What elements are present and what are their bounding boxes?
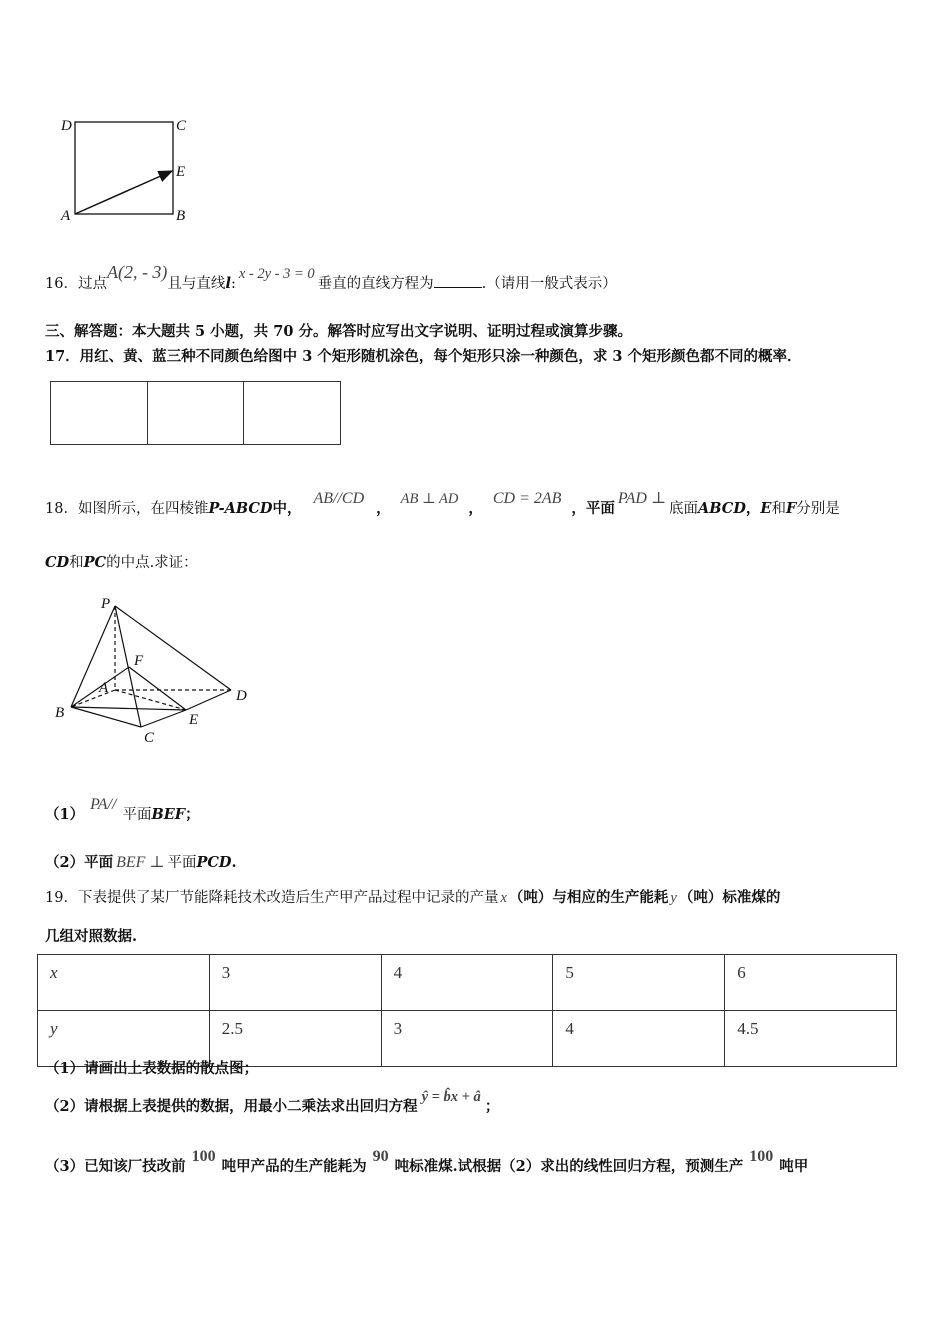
q19-part-1: （1）请画出上表数据的散点图； [45,1060,259,1077]
q18-pc: PC [83,554,107,571]
label-e: E [176,164,186,180]
q19-part3-a: （3）已知该厂技改前 [45,1158,186,1175]
q18-part-1 [45,790,200,840]
label-p: P [101,596,111,612]
square-outline [75,122,173,214]
q19-var-y: y [670,890,677,906]
edge-bc [71,707,141,727]
q18-base: ABCD [698,500,746,517]
q18-e: E [760,500,772,517]
label-c: C [176,118,187,134]
q18-line2-and: 和 [69,555,84,571]
section-3-heading: 三、解答题：本大题共 5 小题，共 70 分。解答时应写出文字说明、证明过程或演算步骤。 [45,323,632,340]
q19-part-2 [45,1085,499,1129]
label-d: D [61,118,72,134]
q18-cond-plane: PAD ⊥ [617,490,666,507]
q16-num: 16．过点 [45,276,107,292]
q18-part2-num: （2）平面 [45,854,114,871]
table-cell: 5 [553,955,725,1011]
rectangle-3 [244,382,340,444]
q19-var-x: x [500,890,507,906]
q18-sep3: ，平面 [571,500,615,517]
square-figure [55,110,205,230]
q18-sep2: ， [468,500,483,517]
label-f: F [134,653,144,669]
q19-line1-c: （吨）标准煤的 [678,889,781,906]
q18-part1-num: （1） [45,806,85,823]
data-table [37,954,897,1067]
table-cell: 2.5 [209,1011,381,1067]
question-19-line-2: 几组对照数据. [45,928,138,945]
q19-num-100-b: 100 [749,1148,774,1165]
q19-part3-b: 吨甲产品的生产能耗为 [221,1158,367,1175]
q18-part1-plane: BEF [151,806,186,823]
three-rectangles [50,381,341,445]
label-d-pyramid: D [236,688,247,704]
label-b: B [176,208,186,224]
q18-and: 和 [771,501,786,517]
table-cell: 4 [381,955,553,1011]
q19-regression-equation: ŷ = b̂x + â [421,1089,481,1105]
q18-part-2 [45,851,237,872]
rectangle-1 [51,382,148,444]
q19-num-90: 90 [372,1148,389,1165]
table-row [38,955,897,1011]
q18-cond-double: CD = 2AB [492,490,562,507]
q18-cond-parallel: AB//CD [313,490,365,507]
q18-sep1: ， [376,500,391,517]
edge-ce [141,710,186,727]
q18-num: 18．如图所示，在四棱锥 [45,501,209,517]
question-18-line-1 [45,484,840,534]
q16-point: A(2, - 3) [106,262,168,282]
segment-fe [129,667,186,710]
table-cell: x [38,955,210,1011]
label-a-pyramid: A [99,680,109,696]
rectangle-2 [148,382,245,444]
question-18-line-2 [45,551,198,572]
q16-colon: : [230,276,236,292]
q19-part3-c: 吨标准煤.试根据（2）求出的线性回归方程，预测生产 [394,1158,744,1175]
table-cell: y [38,1011,210,1067]
edge-ed [186,690,231,710]
label-e-pyramid: E [189,712,199,728]
q18-part1-text: 平面 [122,807,152,823]
q16-tail: 垂直的直线方程为 [317,276,434,292]
q16-answer-blank [434,273,482,288]
q19-num-100-a: 100 [191,1148,216,1165]
q19-part2-end: ； [484,1098,500,1115]
q18-zhong: 中， [272,500,302,517]
q18-f: F [785,500,797,517]
q18-line2-tail: 的中点.求证： [106,555,198,571]
label-b-pyramid: B [55,705,65,721]
vector-ae [75,171,172,214]
q18-cond-perp: AB ⊥ AD [400,491,459,507]
q19-line1-b: （吨）与相应的生产能耗 [508,889,669,906]
q18-part1-end: ； [185,806,200,823]
q19-part3-d: 吨甲 [779,1158,809,1175]
q18-t2: ， [745,500,761,517]
segment-ae-hidden [115,690,186,710]
edge-pd [115,606,231,690]
table-cell: 6 [725,955,897,1011]
q18-part2-text: 平面 [167,855,197,871]
q18-part1-math: PA// [90,796,117,813]
table-cell: 3 [381,1011,553,1067]
table-cell: 3 [209,955,381,1011]
q18-pyramid: P-ABCD [208,500,273,517]
q18-part2-end: . [231,854,237,871]
q16-equation: x - 2y - 3 = 0 [238,266,315,282]
label-a: A [61,208,71,224]
q18-t1: 底面 [669,501,698,517]
q18-part2-plane: PCD [196,854,232,871]
q16-line-l: l [225,275,231,292]
question-16 [45,262,617,304]
pyramid-figure [45,590,275,750]
q16-end: .（请用一般式表示） [481,276,617,292]
q18-t3: 分别是 [796,501,840,517]
table-cell: 4.5 [725,1011,897,1067]
label-c-pyramid: C [144,730,155,746]
segment-be [71,707,186,710]
q16-mid: 且与直线 [167,276,226,292]
table-cell: 4 [553,1011,725,1067]
q19-part-3 [45,1142,808,1192]
q18-part2-math: BEF ⊥ [116,854,165,871]
q18-cd: CD [45,554,70,571]
q19-part2-text: （2）请根据上表提供的数据，用最小二乘法求出回归方程 [45,1098,418,1115]
question-19-line-1 [45,886,780,907]
q19-line1-a: 19．下表提供了某厂节能降耗技术改造后生产甲产品过程中记录的产量 [45,890,499,906]
question-17: 17．用红、黄、蓝三种不同颜色给图中 3 个矩形随机涂色，每个矩形只涂一种颜色，求 3 个矩形颜色都不同的概率． [45,348,802,365]
